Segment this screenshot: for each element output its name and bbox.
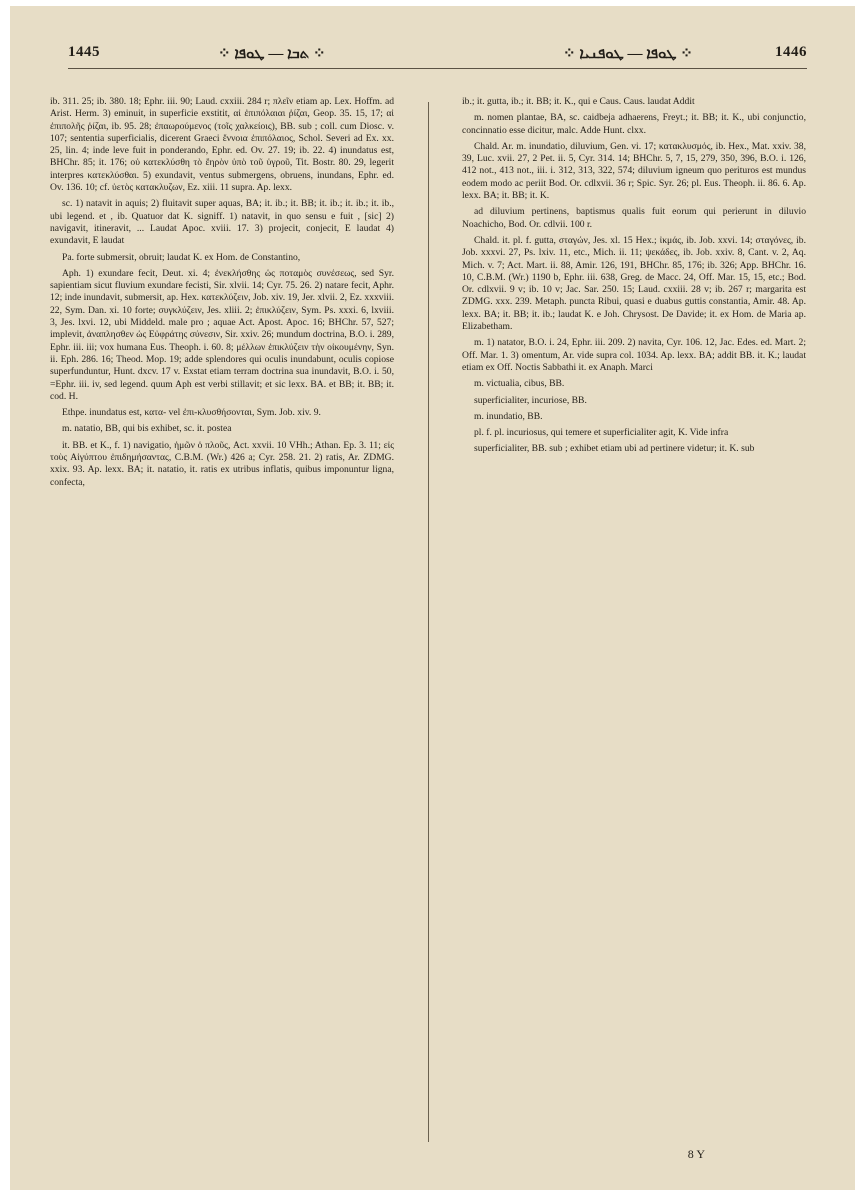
left-running-head: ⁘ ܬܒܐ — ܛܘܦܐ ⁘: [218, 46, 326, 62]
right-entry: Chald. it. pl. f. gutta, σταγών, Jes. xl. 15 Hex.; ἰκμάς, ib. Job. xxvi. 14; σταγόνες, ib. Job. xxxvi. 27, Ps. lxiv. 11, etc., Mich. ii. 11; ψεκάδες, ib. Job. xxiv. 8, Cant. v. 2, Aq. Mich. v. 7; Act. Mart. ii. 88, Amir. 126, 191, BHChr. 85, 176; ib. 326; App. BHChr. 16. 10, C.B.M. (Wr.) 1190 b, Ephr. iii. 638, Greg. de Macc. 24, Off. Mar. 15, 15, etc.; Bod. Or. cdlxvii. 9 v; ib. 10 v; Jac. Sar. 250. 15; Laud. cxxiii. 28 v; ib. 267 r; margarita est ZDMG. xxx. 239. Metaph. puncta Ribui, quasi e duabus guttis constantia, Amir. 48. Ap. lexx. BA; it. BB; it. ib.; laudat K. e Joh. Chrysost. De Davide; it. ex Hom. de Maria ap. Elizabetham.: [462, 234, 806, 333]
right-entry: m. nomen plantae, BA, sc. caidbeja adhaerens, Freyt.; it. BB; it. K., ubi conjunctio, concinnatio esse dicitur, malc. Adde Hunt. clxx.: [462, 112, 806, 136]
right-entry: m. inundatio, BB.: [474, 410, 543, 422]
left-entry: sc. 1) natavit in aquis; 2) fluitavit super aquas, BA; it. ib.; it. BB; it. ib.; it. ib.; it. ib., ubi legend. et , ib. Quatuor dat K. signiff. 1) natavit, in quo sensu e fuit , [sic] 2) navigavit, itineravit, ... Laudat Apoc. xviii. 17. 3) projecit, conjecit, E laudat 4) exundavit, E laudat: [50, 198, 394, 247]
right-entry: ib.; it. gutta, ib.; it. BB; it. K., qui e Caus. Caus. laudat Addit: [462, 96, 695, 107]
right-entry: superficialiter, BB. sub ; exhibet etiam ubi ad pertinere videtur; it. K. sub: [474, 443, 755, 455]
left-entry: m. natatio, BB, qui bis exhibet, sc. it. postea: [62, 423, 232, 435]
signature-mark: 8 Y: [687, 1147, 705, 1161]
right-entry: superficialiter, incuriose, BB.: [474, 394, 587, 406]
column-divider: [428, 102, 429, 1142]
right-running-head: ⁘ ܛܘܦܐ — ܛܘܦܢܝܐ ⁘: [563, 46, 693, 62]
left-entry: Ethpe. inundatus est, κατα- vel ἐπι-κλυσθήσονται, Sym. Job. xiv. 9.: [62, 407, 321, 419]
header-rule: [68, 68, 807, 69]
right-entry: ad diluvium pertinens, baptismus qualis fuit eorum qui perierunt in diluvio Noachicho, Bod. Or. cdlvii. 100 r.: [462, 206, 806, 230]
page-header: [68, 44, 807, 72]
left-entry: ib. 311. 25; ib. 380. 18; Ephr. iii. 90; Laud. cxxiii. 284 r; πλεῖν etiam ap. Lex. Hoffm. ad Arist. Herm. 3) eminuit, in superficie exstitit, αἱ ἐπιπόλαιαι ῥίζαι, Geop. 35. 15, 17; αἱ ἐπιπολῆς ῥίζαι, ib. 95. 28; ἐπαωρούμενος (τοῖς χαλκείοις), BB. sub ; coll. cum Diosc. v. 107; sententia superficialis, dicerent Graeci ἔννοια ἐπιπόλαιος, Schol. Severi ad Ex. xx. 25, lin. 4; inde leve fuit in ponderando, Ephr. ed. Ov. 27. 19; ib. 22. 4) inundatus est, BHChr. 85; it. 176; οὐ κατεκλύσθη τὸ ἔηρὸν ὑπὸ τοῦ ὑγροῦ, Tit. Bostr. 80. 29, legerit interpres κατεκλύσθαι. 5) exundavit, ventus submergens, obruens, inundans, Ephr. ed. Ov. 136. 10; cf. ὑετὸς κατακλυζων, Ez. xiii. 11 supra. Ap. lexx.: [50, 96, 394, 194]
right-column: [462, 96, 806, 1166]
right-entry: Chald. Ar. m. inundatio, diluvium, Gen. vi. 17; κατακλυσμός, ib. Hex., Mat. xxiv. 38, 39, Luc. xvii. 27, 2 Pet. ii. 5, Cyr. 314. 14; BHChr. 5, 7, 15, 279, 350, 396, B.O. i. 126, 412 not., 413 not., iii. i. 312, 313, 322, 574; diluvium igneum quo perituros est mundus eodem modo ac periit Bod. Or. cdlxvii. 36 r; Spic. Syr. 26; pl. Eus. Theoph. ii. 86. 6. Ap. lexx. BA; it. BB; it. K.: [462, 140, 806, 202]
left-entry: it. BB. et K., f. 1) navigatio, ἡμῶν ὁ πλοῦς, Act. xxvii. 10 VHh.; Athan. Ep. 3. 11; εἰς τοὺς Αἰγύπτου ἐπιδημήσαντας, C.B.M. (Wr.) 426 a; Cyr. 258. 21. 2) ratis, Ar. ZDMG. xxix. 93. Ap. lexx. BA; it. natatio, it. ratis ex utribus inflatis, quibus imponuntur ligna, confecta,: [50, 439, 394, 488]
left-column: [50, 96, 394, 1166]
right-page-number: 1446: [775, 44, 807, 60]
right-entry: m. victualia, cibus, BB.: [474, 378, 565, 390]
right-entry: m. 1) natator, B.O. i. 24, Ephr. iii. 209. 2) navita, Cyr. 106. 12, Jac. Edes. ed. Mart. 2; Off. Mar. 1. 3) omentum, Ar. vide supra col. 1034. Ap. lexx. BA; addit BB. it. K.; laudat etiam ex Off. Noctis Sabbathi it. ex Anaph. Marci: [462, 337, 806, 373]
left-entry: Pa. forte submersit, obruit; laudat K. ex Hom. de Constantino,: [62, 251, 301, 263]
left-entry: Aph. 1) exundare fecit, Deut. xi. 4; ἐνεκλήσθης ὡς ποταμὸς συνέσεως, sed Syr. sapientiam sicut fluvium exundare fecisti, Sir. xlvii. 14; Cyr. 75. 26. 2) natare fecit, Aphr. 12; inde inundavit, submersit, ap. Hex. κατεκλύζειν, Job. xiv. 19, Jer. xlvii. 2, Ez. xxxviii. 22, Sym. Dan. xi. 10 forte; συγκλύζειν, Jes. xliii. 2; ἐπικλύζειν, Sym. Ps. xxxi. 6, lxviii. 3, Jes. lxvi. 12, ubi Middeld. male pro ; aquae Act. Apost. Apoc. 16; BHChr. 57, 527; implevit, ἀναπλησθεν ὡς Εὐφράτης σύνεσιν, Sir. xxiv. 26; mundum doctrina, B.O. i. 289, Ephr. iii. iii; vox humana Eus. Theoph. i. 60. 8; μέλλων ἐπικλύζειν τὴν οἰκουμένην, Syn. ii. Eph. 286. 16; Theod. Mop. 19; adde splendores qui oculis inundabunt, oculis copiose superfunduntur, Hunt. dxcv. 17 v. Exstat etiam terram doctrina sua inundavit, B.O. i. 50, =Ephr. iii. iv, sed legend. quum Aph est verbi stillavit; et sic lexx. BA. et BB; it. BB; it. cod. H.: [50, 267, 394, 402]
dictionary-page: [10, 6, 855, 1190]
left-page-number: 1445: [68, 44, 100, 60]
right-entry: pl. f. pl. incuriosus, qui temere et superficialiter agit, K. Vide infra: [474, 427, 729, 439]
